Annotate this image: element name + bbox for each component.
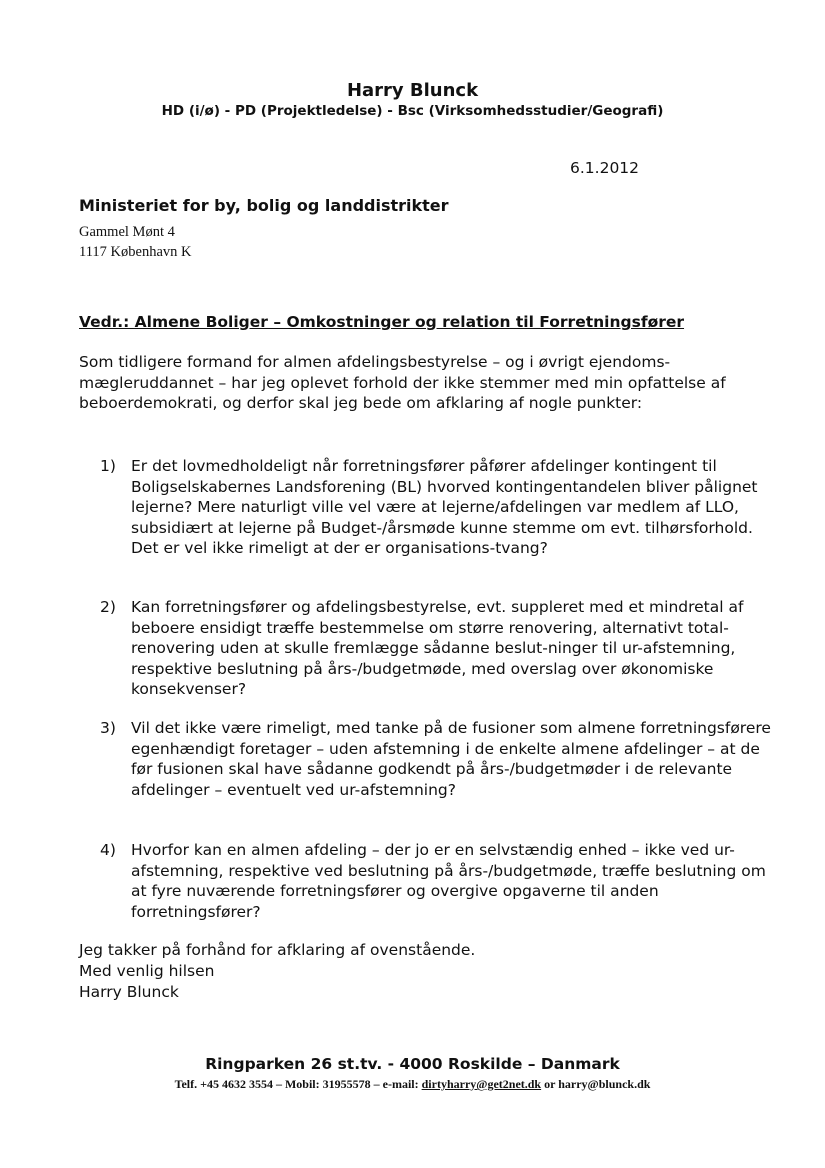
intro-paragraph: Som tidligere formand for almen afdelingsbestyrelse – og i øvrigt ejendoms-mægleruddannet – har jeg oplevet forhold der ikke stemmer med min opfattelse af beboerdemokrati, og derfor skal jeg bede om afklaring af nogle punkter: [79,353,726,412]
question-text: Er det lovmedholdeligt når forretningsfører påfører afdelinger kontingent til Boligselskabernes Landsforening (BL) hvorved kontingentandelen bliver pålignet lejerne? Mere naturligt ville vel være at lejerne/afdelingen var medlem af LLO, subsidiært at lejerne på Budget-/årsmøde kunne stemme om evt. tilhørsforhold. Det er vel ikke rimeligt at der er organisations-tvang? [131,457,758,558]
recipient-address-line2: 1117 København K [79,244,192,260]
question-number: 1) [100,457,116,475]
footer-address: Ringparken 26 st.tv. - 4000 Roskilde – Danmark [205,1055,620,1073]
footer-contact [0,1077,825,1092]
footer-contact-or: or [544,1077,556,1091]
sender-name: Harry Blunck [346,80,479,101]
closing-signature: Harry Blunck [79,983,179,1001]
email-link-primary[interactable]: dirtyharry@get2net.dk [421,1077,542,1091]
closing-greeting: Med venlig hilsen [79,962,215,980]
question-number: 4) [100,841,116,859]
question-text: Hvorfor kan en almen afdeling – der jo er en selvstændig enhed – ikke ved ur-afstemning, respektive ved beslutning på års-/budgetmøde, træffe beslutning om at fyre nuværende forretningsfører og overgive opgaverne til anden forretningsfører? [131,841,766,921]
email-link-secondary[interactable]: harry@blunck.dk [558,1077,651,1091]
question-number: 2) [100,598,116,616]
letter-date: 6.1.2012 [570,159,640,177]
sender-degrees: HD (i/ø) - PD (Projektledelse) - Bsc (Virksomhedsstudier/Geografi) [161,103,664,119]
footer-contact-prefix: Telf. +45 4632 3554 – Mobil: 31955578 – e-mail: [174,1077,419,1091]
recipient-name: Ministeriet for by, bolig og landdistrikter [79,196,449,215]
subject-line: Vedr.: Almene Boliger – Omkostninger og relation til Forretningsfører [79,313,685,331]
closing-thanks: Jeg takker på forhånd for afklaring af ovenstående. [79,941,476,959]
recipient-address-line1: Gammel Mønt 4 [79,224,175,240]
question-text: Kan forretningsfører og afdelingsbestyrelse, evt. suppleret med et mindretal af beboere ensidigt træffe bestemmelse om større renovering, alternativt total-renovering uden at skulle fremlægge sådanne beslut-ninger til ur-afstemning, respektive beslutning på års-/budgetmøde, med overslag over økonomiske konsekvenser? [131,598,744,699]
question-number: 3) [100,719,116,737]
question-text: Vil det ikke være rimeligt, med tanke på de fusioner som almene forretningsførere egenhændigt foretager – uden afstemning i de enkelte almene afdelinger – at de før fusionen skal have sådanne godkendt på års-/budgetmøder i de relevante afdelinger – eventuelt ved ur-afstemning? [131,719,771,799]
